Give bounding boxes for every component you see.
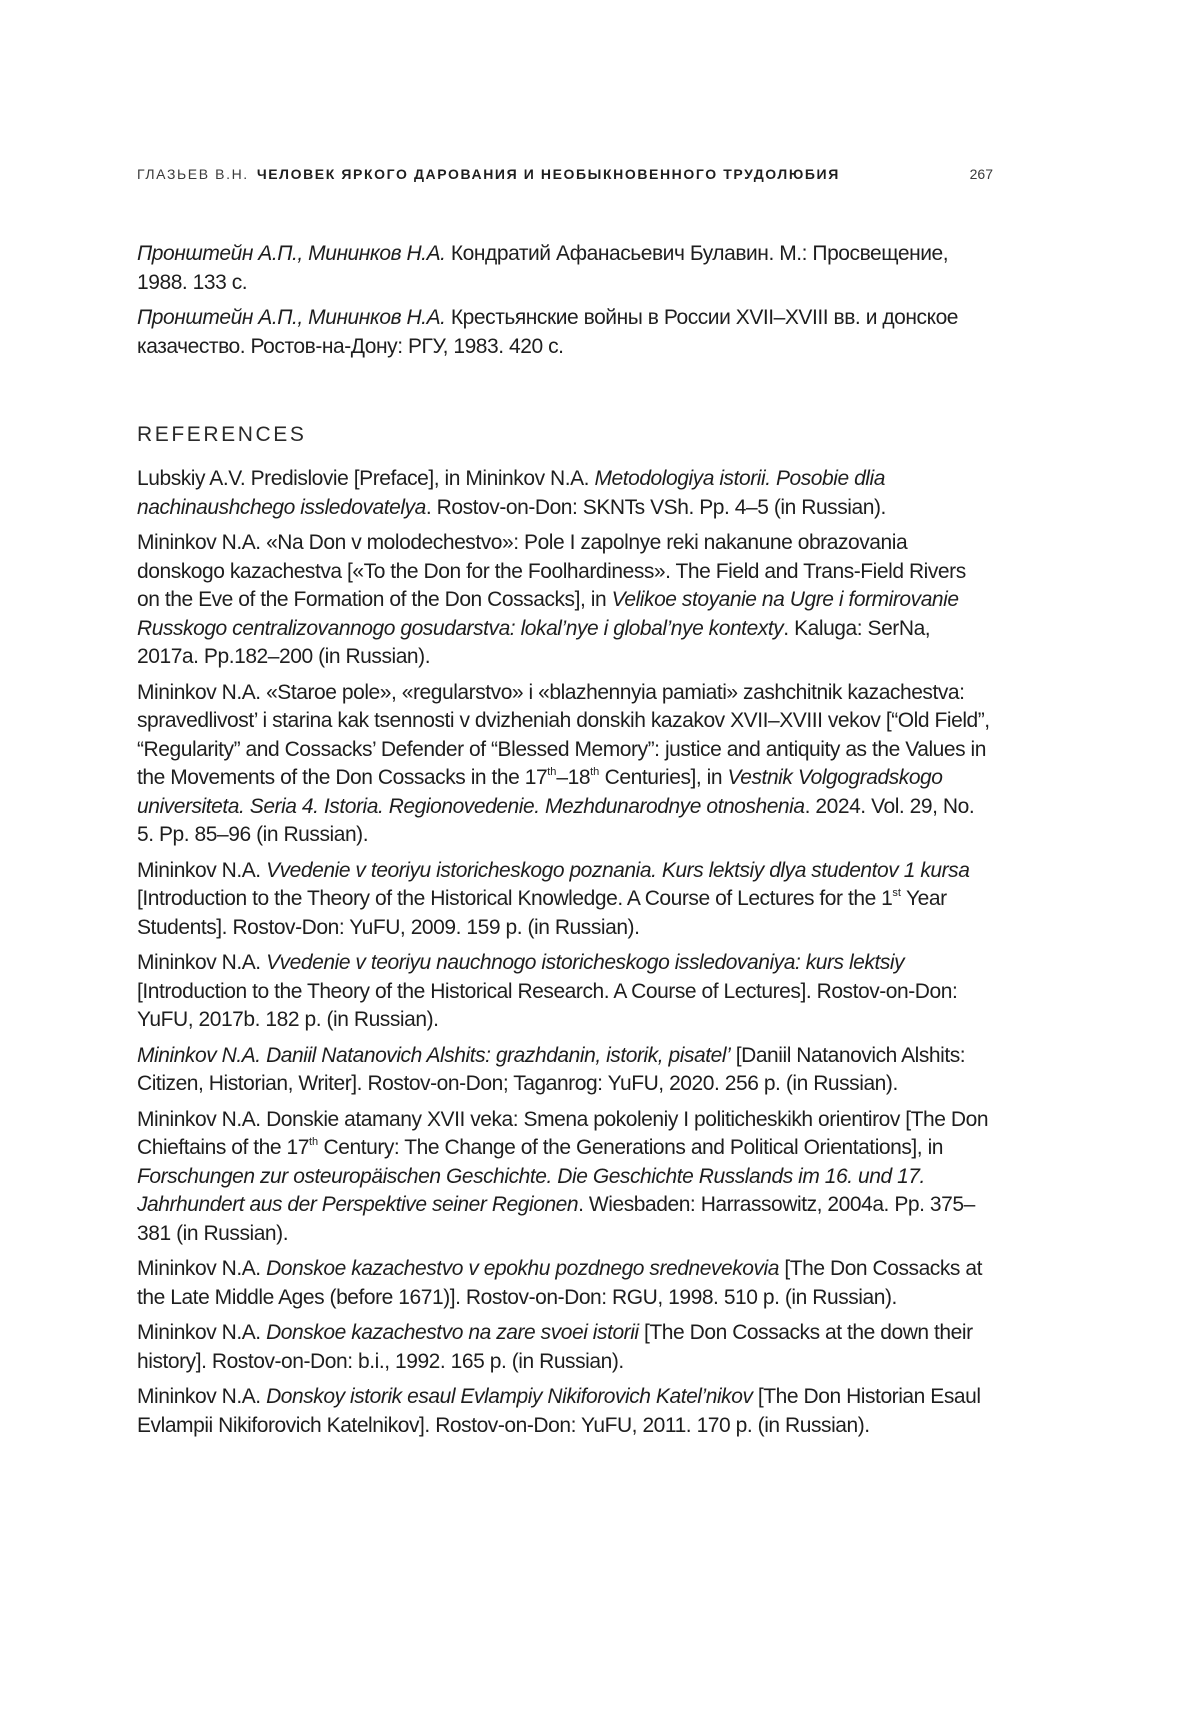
literature-entry: [137, 304, 993, 361]
entry-authors: Пронштейн А.П., Мининков Н.А.: [137, 242, 446, 265]
page-content: [137, 240, 993, 1447]
references-heading: REFERENCES: [137, 423, 307, 446]
reference-entry: Mininkov N.A. «Na Don v molodechestvo»: Pole I zapolnye reki nakanune obrazovania donskogo kazachestva [«To the Don for the Foolhardiness». The Field and Trans-Field Rivers on the Eve of the Formation of the Don Cossacks], in Velikoe stoyanie na Ugre i formirovanie Russkogo centralizovannogo gosudarstva: lokal’nye i global’nye kontexty. Kaluga: SerNa, 2017a. Pp.182–200 (in Russian).: [137, 531, 966, 668]
reference-entry: Mininkov N.A. Vvedenie v teoriyu nauchnogo istoricheskogo issledovaniya: kurs lektsiy [Introduction to the Theory of the Historical Research. A Course of Lectures]. Rostov-on-Don: YuFU, 2017b. 182 p. (in Russian).: [137, 951, 958, 1031]
reference-entry: Mininkov N.A. Donskoe kazachestvo v epokhu pozdnego srednevekovia [The Don Cossacks at the Late Middle Ages (before 1671)]. Rostov-on-Don: RGU, 1998. 510 p. (in Russian).: [137, 1257, 982, 1309]
literature-entry: [137, 240, 993, 297]
reference-entry: Lubskiy A.V. Predislovie [Preface], in Mininkov N.A. Metodologiya istorii. Posobie dlia nachinaushchego issledovatelya. Rostov-on-Don: SKNTs VSh. Pp. 4–5 (in Russian).: [137, 467, 886, 519]
entry-authors: Пронштейн А.П., Мининков Н.А.: [137, 306, 446, 329]
header-author: ГЛАЗЬЕВ В.Н.: [137, 166, 249, 182]
running-header: [137, 166, 993, 182]
reference-entry: Mininkov N.A. Daniil Natanovich Alshits: grazhdanin, istorik, pisatel’ [Daniil Natanovich Alshits: Citizen, Historian, Writer]. Rostov-on-Don; Taganrog: YuFU, 2020. 256 p. (in Russian).: [137, 1043, 966, 1095]
reference-entry: Mininkov N.A. Donskie atamany XVII veka: Smena pokoleniy I politicheskikh orientirov [The Don Chieftains of the 17th Century: The Change of the Generations and Political Orientations], in Forschungen zur osteuropäischen Geschichte. Die Geschichte Russlands im 16. und 17. Jahrhundert aus der Perspektive seiner Regionen. Wiesbaden: Harrassowitz, 2004a. Pp. 375–381 (in Russian).: [137, 1107, 989, 1245]
entry-text: Крестьянские войны в России XVII–XVIII вв. и донское казачество. Ростов-на-Дону: РГУ, 1983. 420 с.: [137, 306, 959, 358]
page-number: 267: [969, 166, 993, 182]
reference-entry: Mininkov N.A. «Staroe pole», «regularstvo» i «blazhennyia pamiati» zashchitnik kazachestva: spravedlivost’ i starina kak tsennosti v dvizheniah donskih kazakov XVII–XVIII vekov [“Old Field”, “Regularity” and Cossacks’ Defender of “Blessed Memory”: justice and antiquity as the Values in the Movements of the Don Cossacks in the 17th–18th Centuries], in Vestnik Volgogradskogo universiteta. Seria 4. Istoria. Regionovedenie. Mezhdunarodnye otnoshenia. 2024. Vol. 29, No. 5. Pp. 85–96 (in Russian).: [137, 680, 990, 846]
reference-entry: Mininkov N.A. Vvedenie v teoriyu istoricheskogo poznania. Kurs lektsiy dlya studentov 1 kursa [Introduction to the Theory of the Historical Knowledge. A Course of Lectures for the 1st Year Students]. Rostov-Don: YuFU, 2009. 159 p. (in Russian).: [137, 858, 970, 939]
reference-entry: Mininkov N.A. Donskoy istorik esaul Evlampiy Nikiforovich Katel’nikov [The Don Historian Esaul Evlampii Nikiforovich Katelnikov]. Rostov-on-Don: YuFU, 2011. 170 p. (in Russian).: [137, 1385, 981, 1437]
entry-text: Кондратий Афанасьевич Булавин. М.: Просвещение, 1988. 133 с.: [137, 242, 949, 294]
header-title: ЧЕЛОВЕК ЯРКОГО ДАРОВАНИЯ И НЕОБЫКНОВЕННОГО ТРУДОЛЮБИЯ: [256, 166, 840, 182]
reference-entry: Mininkov N.A. Donskoe kazachestvo na zare svoei istorii [The Don Cossacks at the down their history]. Rostov-on-Don: b.i., 1992. 165 p. (in Russian).: [137, 1321, 973, 1373]
